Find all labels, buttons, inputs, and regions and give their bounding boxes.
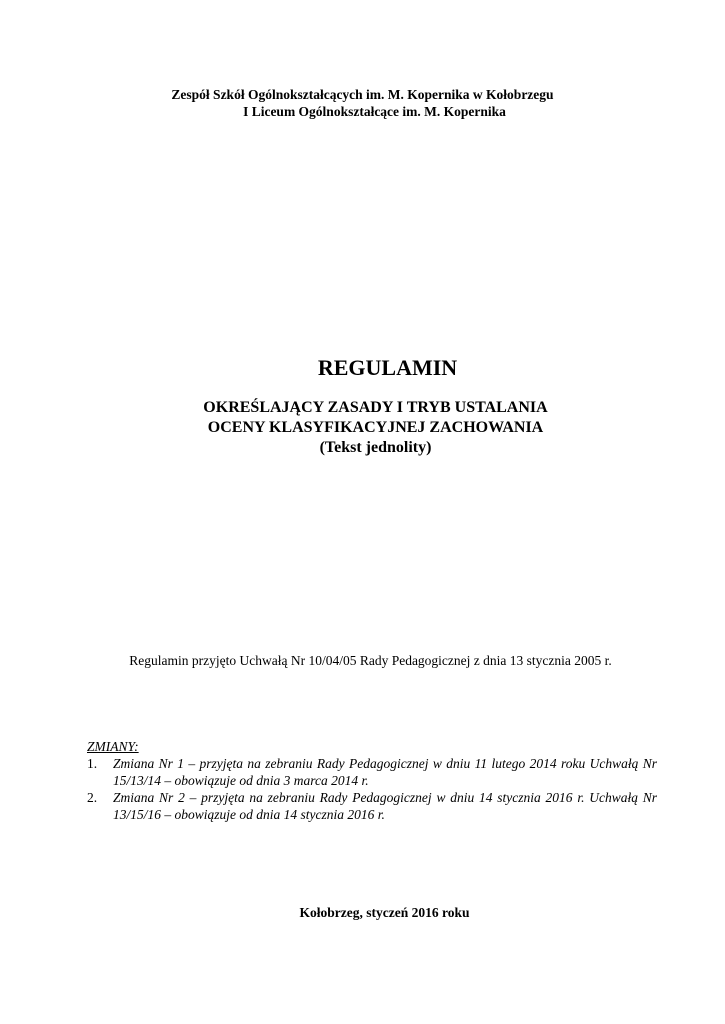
change-number: 1. bbox=[87, 756, 98, 771]
change-item bbox=[87, 755, 657, 789]
subtitle-line-3: (Tekst jednolity) bbox=[319, 439, 432, 456]
subtitle-line-1: OKREŚLAJĄCY ZASADY I TRYB USTALANIA bbox=[203, 399, 548, 416]
lyceum-name-line: I Liceum Ogólnokształcące im. M. Kopernika bbox=[243, 104, 506, 119]
changes-section bbox=[87, 738, 657, 823]
adoption-note: Regulamin przyjęto Uchwałą Nr 10/04/05 Rady Pedagogicznej z dnia 13 stycznia 2005 r. bbox=[129, 653, 612, 668]
change-item bbox=[87, 789, 657, 823]
place-and-date: Kołobrzeg, styczeń 2016 roku bbox=[299, 905, 470, 920]
changes-heading: ZMIANY: bbox=[87, 739, 139, 754]
change-text: Zmiana Nr 1 – przyjęta na zebraniu Rady Pedagogicznej w dniu 11 lutego 2014 roku Uchwałą Nr 15/13/14 – obowiązuje od dnia 3 marca 2014 r. bbox=[113, 756, 657, 788]
subtitle-line-2: OCENY KLASYFIKACYJNEJ ZACHOWANIA bbox=[207, 419, 544, 436]
change-text: Zmiana Nr 2 – przyjęta na zebraniu Rady Pedagogicznej w dniu 14 stycznia 2016 r. Uchwałą Nr 13/15/16 – obowiązuje od dnia 14 stycznia 2016 r. bbox=[113, 790, 657, 822]
document-title: REGULAMIN bbox=[317, 355, 458, 380]
school-name-line: Zespół Szkół Ogólnokształcących im. M. Kopernika w Kołobrzegu bbox=[171, 87, 554, 102]
change-number: 2. bbox=[87, 790, 98, 805]
